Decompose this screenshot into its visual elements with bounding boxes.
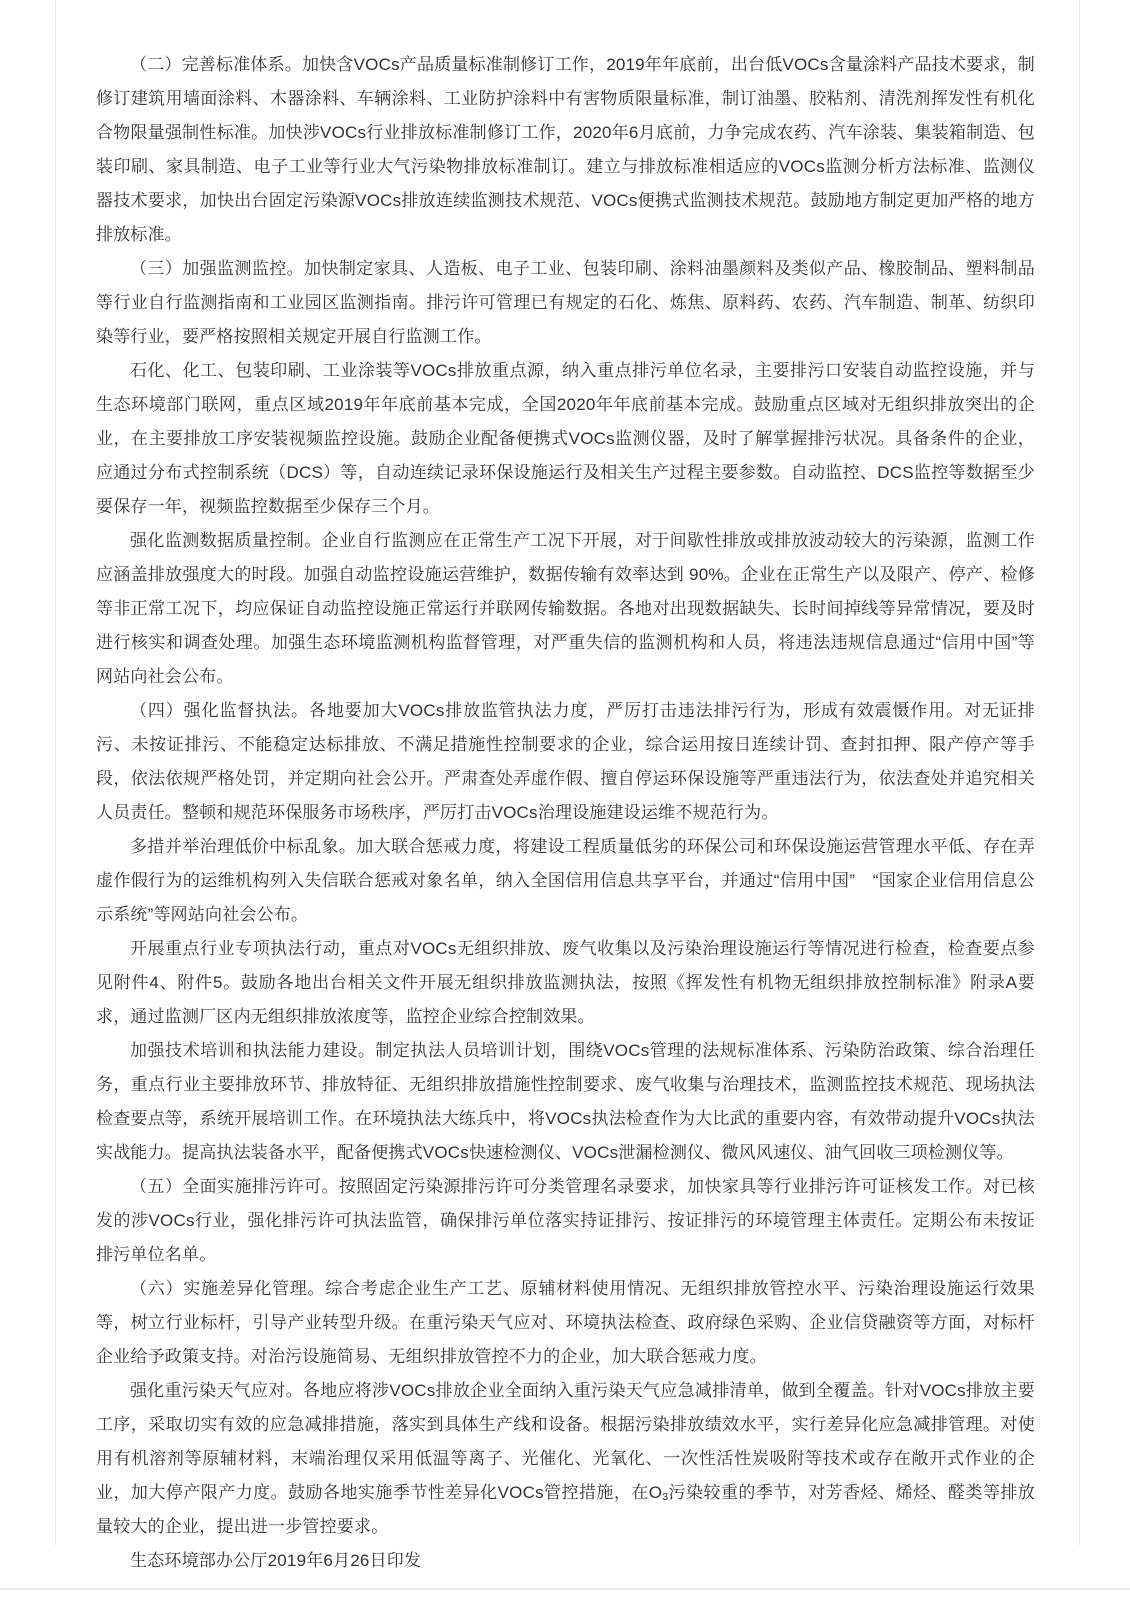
para-enforcement: （四）强化监督执法。各地要加大VOCs排放监管执法力度，严厉打击违法排污行为，形成有效震慑作用。对无证排污、未按证排污、不能稳定达标排放、不满足措施性控制要求的企业，综合运用按日连续计罚、查封扣押、限产停产等手段，依法依规严格处罚，并定期向社会公开。严肃查处弄虚作假、擅自停运环保设施等严重违法行为，依法查处并追究相关人员责任。整顿和规范环保服务市场秩序，严厉打击VOCs治理设施建设运维不规范行为。 — [96, 701, 1035, 822]
para-text-segment: 强化重污染天气应对。各地应将涉VOCs排放企业全面纳入重污染天气应急减排清单，做到全覆盖。针对VOCs排放主要工序，采取切实有效的应急减排措施，落实到具体生产线和设备。根据污染排放绩效水平，实行差异化应急减排管理。对使用有机溶剂等原辅材料，末端治理仅采用低温等离子、光催化、光氧化、一次性活性炭吸附等技术或存在敞开式作业的企业，加大停产限产力度。鼓励各地实施季节性差异化VOCs管控措施，在O — [96, 1381, 1035, 1502]
issuance-line: 生态环境部办公厅2019年6月26日印发 — [130, 1551, 422, 1570]
para-pollutant-discharge-permit: （五）全面实施排污许可。按照固定污染源排污许可分类管理名录要求，加快家具等行业排污许可证核发工作。对已核发的涉VOCs行业，强化排污许可执法监管，确保排污单位落实持证排污、按证排污的环境管理主体责任。定期公布未按证排污单位名单。 — [96, 1177, 1035, 1264]
para-training-capacity: 加强技术培训和执法能力建设。制定执法人员培训计划，围绕VOCs管理的法规标准体系、污染防治政策、综合治理任务，重点行业主要排放环节、排放特征、无组织排放措施性控制要求、废气收集与治理技术，监测监控技术规范、现场执法检查要点等，系统开展培训工作。在环境执法大练兵中，将VOCs执法检查作为大比武的重要内容，有效带动提升VOCs执法实战能力。提高执法装备水平，配备便携式VOCs快速检测仪、VOCs泄漏检测仪、微风风速仪、油气回收三项检测仪等。 — [96, 1041, 1035, 1162]
para-special-enforcement-actions: 开展重点行业专项执法行动，重点对VOCs无组织排放、废气收集以及污染治理设施运行等情况进行检查，检查要点参见附件4、附件5。鼓励各地出台相关文件开展无组织排放监测执法，按照《挥发性有机物无组织排放控制标准》附录A要求，通过监测厂区内无组织排放浓度等，监控企业综合控制效果。 — [96, 939, 1035, 1026]
para-heavy-pollution-weather — [96, 1374, 1035, 1544]
para-text-segment: 污染较重的季节，对芳香烃、烯烃、醛类等排放量较大的企业，提出进一步管控要求。 — [96, 1483, 1035, 1536]
para-data-quality-control: 强化监测数据质量控制。企业自行监测应在正常生产工况下开展，对于间歇性排放或排放波动较大的污染源，监测工作应涵盖排放强度大的时段。加强自动监控设施运营维护，数据传输有效率达到 90%。企业在正常生产以及限产、停产、检修等非正常工况下，均应保证自动监控设施正常运行并联网传输数据。各地对出现数据缺失、长时间掉线等异常情况，要及时进行核实和调查处理。加强生态环境监测机构监督管理，对严重失信的监测机构和人员，将违法违规信息通过“信用中国”等网站向社会公布。 — [96, 531, 1035, 686]
para-differentiated-management: （六）实施差异化管理。综合考虑企业生产工艺、原辅材料使用情况、无组织排放管控水平、污染治理设施运行效果等，树立行业标杆，引导产业转型升级。在重污染天气应对、环境执法检查、政府绿色采购、企业信贷融资等方面，对标杆企业给予政策支持。对治污设施简易、无组织排放管控不力的企业，加大联合惩戒力度。 — [96, 1279, 1035, 1366]
bottom-divider — [0, 1588, 1130, 1590]
ozone-subscript: 3 — [662, 1490, 669, 1503]
para-key-emission-sources: 石化、化工、包装印刷、工业涂装等VOCs排放重点源，纳入重点排污单位名录，主要排污口安装自动监控设施，并与生态环境部门联网，重点区域2019年年底前基本完成，全国2020年年底前基本完成。鼓励重点区域对无组织排放突出的企业，在主要排放工序安装视频监控设施。鼓励企业配备便携式VOCs监测仪器，及时了解掌握排污状况。具备条件的企业，应通过分布式控制系统（DCS）等，自动连续记录环保设施运行及相关生产过程主要参数。自动监控、DCS监控等数据至少要保存一年，视频监控数据至少保存三个月。 — [96, 361, 1035, 516]
para-standards-system: （二）完善标准体系。加快含VOCs产品质量标准制修订工作，2019年年底前，出台低VOCs含量涂料产品技术要求，制修订建筑用墙面涂料、木器涂料、车辆涂料、工业防护涂料中有害物质限量标准，制订油墨、胶粘剂、清洗剂挥发性有机化合物限量强制性标准。加快涉VOCs行业排放标准制修订工作，2020年6月底前，力争完成农药、汽车涂装、集装箱制造、包装印刷、家具制造、电子工业等行业大气污染物排放标准制订。建立与排放标准相适应的VOCs监测分析方法标准、监测仪器技术要求，加快出台固定污染源VOCs排放连续监测技术规范、VOCs便携式监测技术规范。鼓励地方制定更加严格的地方排放标准。 — [96, 55, 1035, 244]
document-page — [55, 0, 1080, 1570]
para-monitoring-supervision: （三）加强监测监控。加快制定家具、人造板、电子工业、包装印刷、涂料油墨颜料及类似产品、橡胶制品、塑料制品等行业自行监测指南和工业园区监测指南。排污许可管理已有规定的石化、炼焦、原料药、农药、汽车制造、制革、纺织印染等行业，要严格按照相关规定开展自行监测工作。 — [96, 259, 1035, 346]
para-low-bid-governance: 多措并举治理低价中标乱象。加大联合惩戒力度，将建设工程质量低劣的环保公司和环保设施运营管理水平低、存在弄虚作假行为的运维机构列入失信联合惩戒对象名单，纳入全国信用信息共享平台，并通过“信用中国” “国家企业信用信息公示系统”等网站向社会公布。 — [96, 837, 1035, 924]
